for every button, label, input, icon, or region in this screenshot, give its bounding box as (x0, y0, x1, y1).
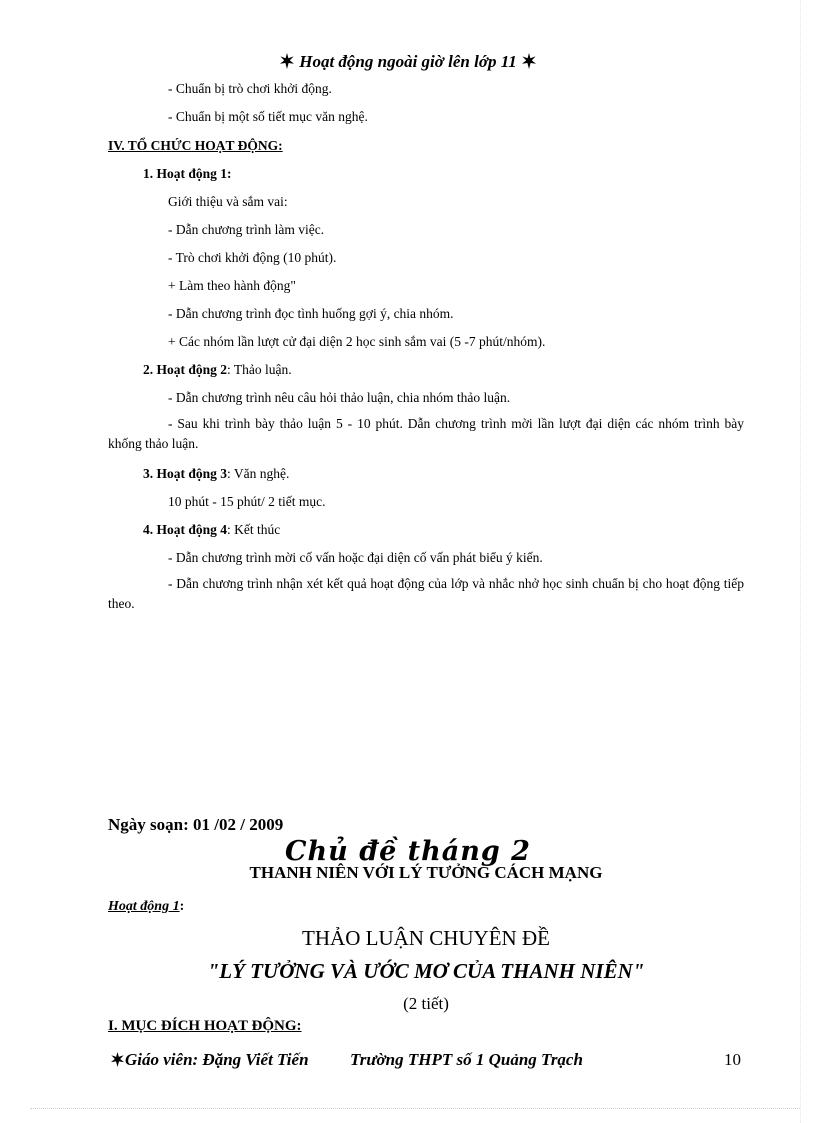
footer-school: Trường THPT số 1 Quảng Trạch (350, 1050, 583, 1069)
activity-2-paragraph-text: - Sau khi trình bày thảo luận 5 - 10 phút. Dẫn chương trình mời lần lượt đại diện các nhóm trình bày khống thảo luận. (108, 416, 744, 451)
activity-1-line: - Dẫn chương trình làm việc. (168, 222, 325, 237)
star-icon (110, 1052, 125, 1067)
activity-4-line: - Dẫn chương trình mời cố vấn hoặc đại diện cố vấn phát biểu ý kiến. (168, 550, 543, 565)
activity-4-heading (143, 521, 280, 538)
activity-3-label: 3. Hoạt động 3 (143, 466, 228, 481)
activity-label-colon: : (179, 899, 185, 914)
activity-2-paragraph (108, 414, 744, 454)
section-i-heading: I. MỤC ĐÍCH HOẠT ĐỘNG: (108, 1018, 302, 1034)
activity-1-line: + Làm theo hành động" (168, 278, 296, 293)
page-header (0, 52, 816, 72)
activity-3-heading (143, 465, 289, 482)
footer-teacher (110, 1050, 309, 1070)
activity-4-label: 4. Hoạt động 4 (143, 522, 228, 537)
activity-2-label: 2. Hoạt động 2 (143, 362, 228, 377)
script-title: Chủ đề tháng 2 (285, 836, 531, 867)
preparation-date: Ngày soạn: 01 /02 / 2009 (108, 815, 284, 834)
theme-title: THANH NIÊN VỚI LÝ TƯỞNG CÁCH MẠNG (249, 863, 603, 882)
activity-1-label: 1. Hoạt động 1: (143, 166, 232, 181)
section-iv-heading: IV. TỔ CHỨC HOẠT ĐỘNG: (108, 138, 283, 153)
activity-label-text: Hoạt động 1 (108, 899, 180, 914)
activity-3-title: : Văn nghệ. (227, 466, 290, 481)
footer-divider (30, 1108, 800, 1109)
activity-1-line: Giới thiệu và sắm vai: (168, 194, 288, 209)
activity-1-line: + Các nhóm lần lượt cử đại diện 2 học sinh sắm vai (5 -7 phút/nhóm). (168, 334, 546, 349)
page-number: 10 (724, 1050, 741, 1069)
activity-4-paragraph-text: - Dẫn chương trình nhận xét kết quả hoạt động của lớp và nhắc nhở học sinh chuẩn bị cho hoạt động tiếp theo. (108, 576, 744, 611)
activity-2-heading (143, 361, 292, 378)
star-icon (521, 53, 537, 69)
activity-2-line: - Dẫn chương trình nêu câu hỏi thảo luận, chia nhóm thảo luận. (168, 390, 511, 405)
activity-3-line: 10 phút - 15 phút/ 2 tiết mục. (168, 494, 326, 509)
prep-line-1: - Chuẩn bị trò chơi khởi động. (168, 81, 332, 96)
page-edge (800, 0, 801, 1123)
activity-4-paragraph (108, 574, 744, 614)
activity-label (108, 898, 184, 915)
footer-teacher-text: Giáo viên: Đặng Viết Tiến (125, 1050, 309, 1069)
prep-line-2: - Chuẩn bị một số tiết mục văn nghệ. (168, 109, 368, 124)
discussion-title: THẢO LUẬN CHUYÊN ĐỀ (302, 926, 550, 950)
activity-1-line: - Dẫn chương trình đọc tình huống gợi ý, chia nhóm. (168, 306, 454, 321)
activity-1-line: - Trò chơi khởi động (10 phút). (168, 250, 337, 265)
discussion-subtitle: "LÝ TƯỞNG VÀ ƯỚC MƠ CỦA THANH NIÊN" (207, 959, 645, 983)
star-icon (279, 53, 295, 69)
activity-2-title: : Thảo luận. (227, 362, 292, 377)
activity-4-title: : Kết thúc (227, 522, 281, 537)
header-title: Hoạt động ngoài giờ lên lớp 11 (299, 52, 517, 71)
periods-label: (2 tiết) (403, 994, 449, 1013)
